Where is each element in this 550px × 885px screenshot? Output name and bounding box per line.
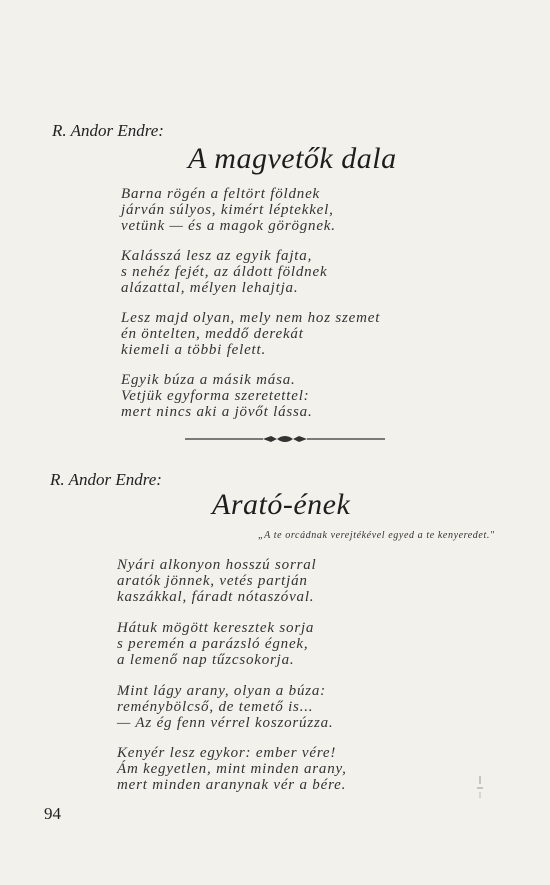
poem-line: — Az ég fenn vérrel koszorúzza. — [117, 715, 334, 731]
page-number: 94 — [44, 804, 61, 823]
poem1-stanza-1 — [121, 186, 336, 234]
poem-line: Kalásszá lesz az egyik fajta, — [121, 248, 313, 264]
poem-line: mert minden aranynak vér a bére. — [117, 777, 347, 793]
poem-line: kaszákkal, fáradt nótaszóval. — [117, 589, 315, 605]
poem2-author: R. Andor Endre: — [50, 470, 162, 489]
poem-line: kiemeli a többi felett. — [121, 342, 267, 358]
poem-line: Lesz majd olyan, mely nem hoz szemet — [121, 310, 381, 326]
poem-line: a lemenő nap tűzcsokorja. — [117, 652, 295, 668]
poem-line: én öntelten, meddő derekát — [121, 326, 304, 342]
poem-line: Hátuk mögött keresztek sorja — [117, 620, 315, 636]
poem1-stanza-3 — [121, 310, 380, 358]
poem-line: reménybölcső, de temető is... — [117, 699, 314, 715]
poem1-title: A magvetők dala — [188, 142, 397, 175]
poem-line: Ám kegyetlen, mint minden arany, — [117, 761, 347, 777]
poem-line: járván súlyos, kimért léptekkel, — [121, 202, 334, 218]
poem-line: vetünk — és a magok görögnek. — [121, 218, 336, 234]
poem1-stanza-4 — [121, 372, 313, 420]
poem2-stanza-2 — [117, 620, 314, 668]
margin-mark-icon — [476, 776, 484, 798]
poem-line: mert nincs aki a jövőt lássa. — [121, 404, 313, 420]
poem-line: aratók jönnek, vetés partján — [117, 573, 308, 589]
poem1-stanza-2 — [121, 248, 327, 296]
poem2-stanza-3 — [117, 683, 333, 731]
poem-line: s peremén a parázsló égnek, — [117, 636, 309, 652]
poem1-author: R. Andor Endre: — [52, 121, 164, 140]
poem2-title: Arató-ének — [212, 488, 351, 521]
poem2-motto: „A te orcádnak verejtékével egyed a te kenyeredet." — [258, 530, 495, 541]
poem-line: alázattal, mélyen lehajtja. — [121, 280, 299, 296]
ornament-divider-icon — [185, 432, 385, 446]
poem-line: Egyik búza a másik mása. — [121, 372, 296, 388]
poem-line: Kenyér lesz egykor: ember vére! — [117, 745, 337, 761]
poem-line: s nehéz fejét, az áldott földnek — [121, 264, 328, 280]
poem-line: Barna rögén a feltört földnek — [121, 186, 321, 202]
poem-line: Mint lágy arany, olyan a búza: — [117, 683, 326, 699]
poem2-stanza-1 — [117, 557, 317, 605]
poem-line: Vetjük egyforma szeretettel: — [121, 388, 310, 404]
poem2-stanza-4 — [117, 745, 347, 793]
poem-line: Nyári alkonyon hosszú sorral — [117, 557, 317, 573]
